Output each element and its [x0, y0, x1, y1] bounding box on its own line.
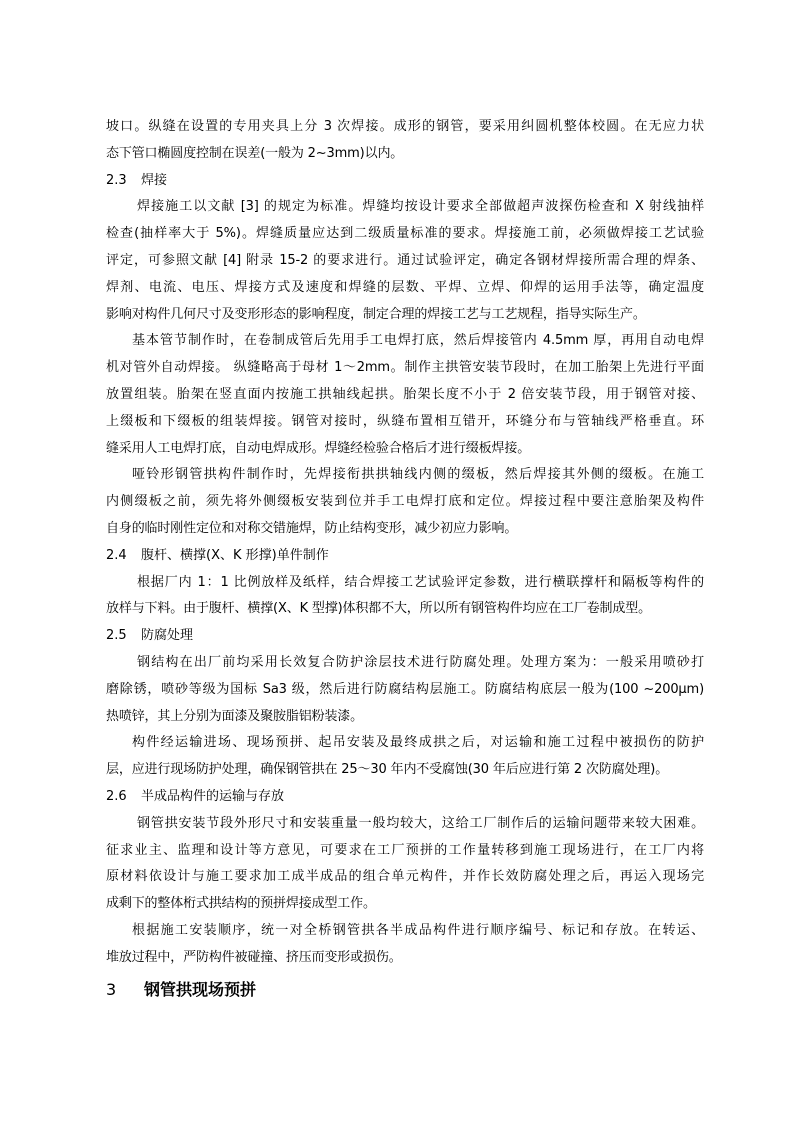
section-title: 腹杆、横撑(X、K 形撑)单件制作 [141, 547, 329, 563]
section-number: 2.3 [106, 172, 127, 188]
paragraph-line: 坡口。纵缝在设置的专用夹具上分 3 次焊接。成形的钢管，要采用纠圆机整体校圆。在无应力状 [106, 119, 704, 134]
document-body [106, 114, 704, 1007]
paragraph-line: 放样与下料。由于腹杆、横撑(X、K 型撑)体积都不大，所以所有钢管构件均应在工厂卷制成型。 [106, 601, 651, 617]
paragraph-line: 态下管口椭圆度控制在误差(一般为 2~3mm)以内。 [106, 145, 404, 161]
paragraph-line: 磨除锈，喷砂等级为国标 Sa3 级，然后进行防腐结构层施工。防腐结构底层一般为(100 ~200μm) [106, 681, 704, 697]
paragraph-line: 缝采用人工电焊打底，自动电焊成形。焊缝经检验合格后才进行缀板焊接。 [106, 440, 531, 456]
paragraph-line: 放置组装。胎架在竖直面内按施工拱轴线起拱。胎架长度不小于 2 倍安装节段，用于钢管对接、 [106, 386, 704, 402]
paragraph-line: 征求业主、监理和设计等方意见，可要求在工厂预拼的工作量转移到施工现场进行，在工厂内将 [106, 842, 704, 858]
paragraph-line: 根据施工安装顺序，统一对全桥钢管拱各半成品构件进行顺序编号、标记和存放。在转运、 [132, 922, 704, 938]
paragraph-line: 层，应进行现场防护处理，确保钢管拱在 25～30 年内不受腐蚀(30 年后应进行第 2 次防腐处理)。 [106, 762, 669, 778]
paragraph-line: 热喷锌，其上分别为面漆及聚胺脂铝粉装漆。 [106, 708, 364, 724]
chapter-heading-3 [106, 973, 704, 1007]
paragraph-line: 评定，可参照文献 [4] 附录 15-2 的要求进行。通过试验评定，确定各钢材焊接所需合理的焊条、 [106, 252, 704, 268]
paragraph-line: 焊接施工以文献 [3] 的规定为标准。焊缝均按设计要求全部做超声波探伤检查和 X 射线抽样 [137, 199, 704, 215]
paragraph-line: 根据厂内 1：1 比例放样及纸样，结合焊接工艺试验评定参数，进行横联撑杆和隔板等构件的 [137, 574, 704, 590]
paragraph-line: 基本管节制作时，在卷制成管后先用手工电焊打底，然后焊接管内 4.5mm 厚，再用自动电焊 [132, 333, 704, 349]
paragraph-line: 构件经运输进场、现场预拼、起吊安装及最终成拱之后，对运输和施工过程中被损伤的防护 [132, 735, 704, 751]
paragraph-line: 堆放过程中，严防构件被碰撞、挤压而变形或损伤。 [106, 949, 402, 965]
section-heading-2-5 [106, 623, 704, 650]
paragraph-line: 检查(抽样率大于 5%)。焊缝质量应达到二级质量标准的要求。焊接施工前，必须做焊接工艺试验 [106, 226, 704, 242]
section-title: 半成品构件的运输与存放 [141, 788, 285, 804]
paragraph-line: 上缀板和下缀板的组装焊接。钢管对接时，纵缝布置相互错开，环缝分布与管轴线严格垂直。环 [106, 413, 704, 429]
chapter-number: 3 [106, 979, 117, 999]
section-number: 2.4 [106, 547, 127, 563]
paragraph-line: 哑铃形钢管拱构件制作时，先焊接衔拱拱轴线内侧的缀板，然后焊接其外侧的缀板。在施工 [132, 467, 704, 483]
paragraph-line: 影响对构件几何尺寸及变形形态的影响程度，制定合理的焊接工艺与工艺规程，指导实际生产。 [106, 306, 646, 322]
paragraph-line: 自身的临时刚性定位和对称交错施焊，防止结构变形，减少初应力影响。 [106, 520, 518, 536]
section-number: 2.6 [106, 788, 127, 804]
section-heading-2-3 [106, 168, 704, 195]
section-title: 焊接 [141, 172, 168, 188]
section-title: 防腐处理 [141, 628, 194, 644]
paragraph-line: 原材料依设计与施工要求加工成半成品的组合单元构件，并作长效防腐处理之后，再运入现场完 [106, 869, 704, 885]
paragraph-line: 机对管外自动焊接。 纵缝略高于母材 1～2mm。制作主拱管安装节段时，在加工胎架上先进行平面 [106, 360, 704, 376]
paragraph-line: 内侧缀板之前，须先将外侧缀板安装到位并手工电焊打底和定位。焊接过程中要注意胎架及构件 [106, 494, 704, 510]
paragraph-line: 焊剂、电流、电压、焊接方式及速度和焊缝的层数、平焊、立焊、仰焊的运用手法等，确定温度 [106, 279, 704, 295]
paragraph-line: 钢结构在出厂前均采用长效复合防护涂层技术进行防腐处理。处理方案为：一般采用喷砂打 [137, 654, 704, 670]
section-number: 2.5 [106, 628, 127, 644]
section-heading-2-4 [106, 543, 704, 570]
paragraph-line: 钢管拱安装节段外形尺寸和安装重量一般均较大，这给工厂制作后的运输问题带来较大困难。 [137, 815, 704, 831]
paragraph-line: 成剩下的整体桁式拱结构的预拼焊接成型工作。 [106, 896, 376, 912]
chapter-title: 钢管拱现场预拼 [144, 979, 257, 999]
section-heading-2-6 [106, 784, 704, 811]
